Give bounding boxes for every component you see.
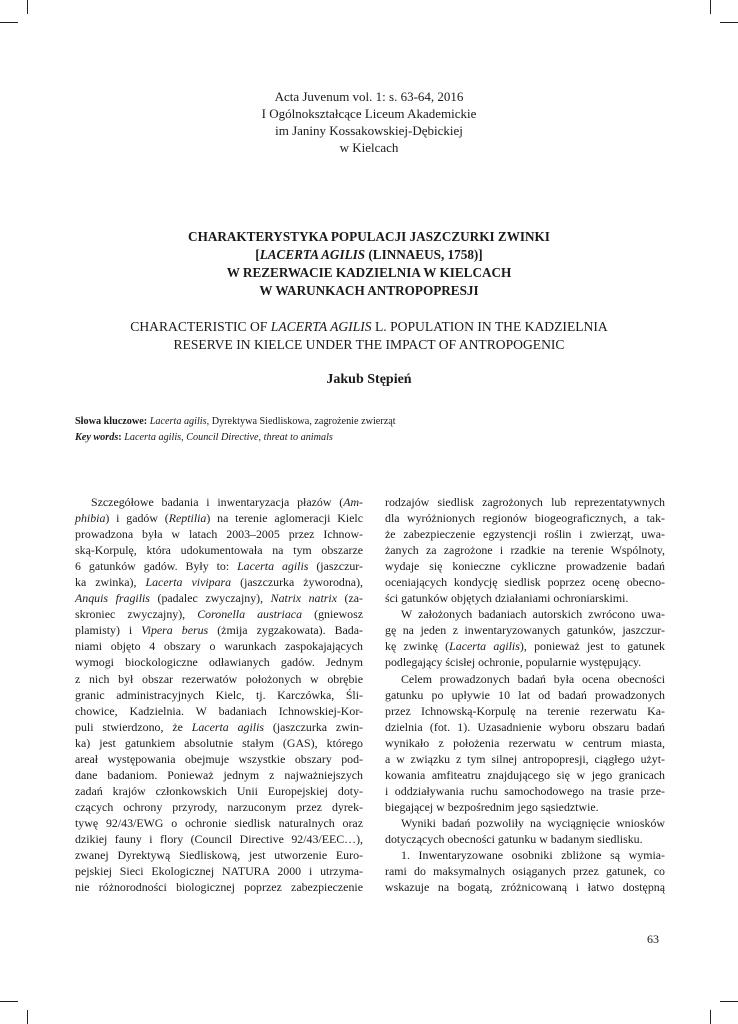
text-run: dzielnia (fot. 1). Uzasadnienie wyboru obszaru badań (385, 719, 665, 734)
text-line (385, 510, 665, 526)
text-run: ka) jest gatunkiem absolutnie stałym (GAS), którego (75, 735, 363, 750)
keyword-species: Lacerta agilis (149, 416, 207, 427)
text-line (75, 703, 363, 719)
text-line (75, 783, 363, 799)
text-run: chowice, Kadzielnia. W badaniach Ichnowskiej-Kor- (75, 703, 363, 718)
text-line (75, 815, 363, 831)
text-run: kę zwinkę ( (385, 639, 450, 654)
crop-mark (27, 0, 28, 14)
species-name: Vipera berus (141, 623, 209, 638)
text-run: ka zwinka), (75, 575, 146, 590)
keywords-label: Key words (75, 432, 119, 443)
text-run: areał występowania obejmuje wszystkie obszary pod- (75, 751, 363, 766)
text-run: (jaszczurka żyworodna), (231, 575, 364, 590)
text-line (385, 542, 665, 558)
text-line (385, 526, 665, 542)
school-name: I Ogólnokształcące Liceum Akademickie (261, 106, 477, 121)
text-run: (jaszczur- (308, 559, 363, 574)
title-text: CHARACTERISTIC OF (130, 319, 271, 334)
title-line (0, 318, 738, 336)
species-name: Anquis fragilis (75, 591, 150, 606)
text-line (75, 671, 363, 687)
text-line (385, 671, 665, 687)
journal-citation: Acta Juvenum vol. 1: s. 63-64, 2016 (274, 89, 464, 104)
text-run: kowania amfiteatru znajdującego się w jego granicach (385, 767, 665, 782)
text-run: dane badaniom. Ponieważ jednym z najważniejszych (75, 767, 363, 782)
keywords-label: Słowa kluczowe: (75, 416, 148, 427)
species-name: Am- (343, 495, 363, 509)
text-run: nie różnorodności biologicznej poprzez zabezpieczenie (75, 880, 363, 895)
text-run: ), ponieważ jest to gatunek (519, 639, 665, 654)
text-run: (jaszczurka zwin- (264, 719, 363, 734)
text-line (75, 526, 363, 542)
text-run: i oddziaływania ruchu samochodowego na trasie prze- (385, 783, 665, 798)
species-name: Lacerta vivipara (145, 575, 232, 590)
text-run: W założonych badaniach autorskich zwrócono uwa- (401, 607, 665, 622)
text-run: Wyniki badań pozwoliły na wyciągnięcie wniosków (401, 815, 665, 830)
species-name: Lacerta agilis (449, 639, 520, 654)
text-run: gatunku po upływie 10 lat od badań prowadzonych (385, 687, 665, 702)
keywords-colon: : (118, 432, 122, 443)
text-run: że zabezpieczenie egzystencji roślin i zwierząt, uwa- (385, 527, 665, 542)
crop-mark (710, 0, 711, 14)
text-line (75, 767, 363, 783)
text-line (75, 879, 363, 895)
species-name: Natrix natrix (270, 591, 337, 606)
title-polish (0, 228, 738, 300)
text-run: pejskiej Sieci Ekologicznej NATURA 2000 i utrzyma- (75, 864, 363, 879)
text-line (385, 767, 665, 783)
text-line (75, 687, 363, 703)
title-text: L. POPULATION IN THE KADZIELNIA (371, 319, 608, 334)
text-run: oceniających kondycję siedlisk poprzez ocenę obecno- (385, 575, 665, 590)
text-run: zwanej Dyrektywą Siedliskową, jest utworzenie Euro- (75, 848, 363, 863)
text-line (75, 574, 363, 590)
text-run: prowadzona była w latach 2003–2005 przez Ichnow- (75, 527, 363, 542)
text-line (75, 719, 363, 735)
text-run: Celem prowadzonych badań była ocena obecności (401, 671, 665, 686)
text-run: a w związku z tym silnej antropopresji, ciągłego użyt- (385, 751, 665, 766)
crop-mark (720, 22, 738, 23)
text-run: zadań krajów członkowskich Unii Europejskiej doty- (75, 783, 363, 798)
keywords-polish (75, 415, 675, 429)
text-line (75, 622, 363, 638)
text-run: dzikiej fauny i flory (Council Directive 92/43/EEC…), (75, 831, 363, 846)
title-species: LACERTA AGILIS (270, 319, 372, 334)
text-run: podlegający ścisłej ochronie, popularnie występujący. (385, 655, 642, 670)
text-line (75, 735, 363, 751)
text-line (385, 703, 665, 719)
title-bracket: [ (255, 247, 260, 262)
crop-mark (27, 1010, 28, 1024)
text-line (385, 558, 665, 574)
text-line (75, 751, 363, 767)
text-run: puli stwierdzono, że (75, 719, 192, 734)
text-run: plamisty) i (75, 623, 142, 638)
text-line (385, 783, 665, 799)
text-run: dotyczących obecności gatunku w badanym siedlisku. (385, 831, 643, 846)
text-line (385, 606, 665, 622)
text-run: granic administracyjnych Kielc, tj. Karczówka, Śli- (75, 687, 363, 702)
title-line: RESERVE IN KIELCE UNDER THE IMPACT OF ANTROPOGENIC (173, 337, 565, 352)
text-line (385, 751, 665, 767)
text-line (75, 654, 363, 670)
text-run: ską-Korpulę, która udokumentowała na tym obszarze (75, 543, 363, 558)
text-run: tywę 92/43/EWG o ochronie siedlisk naturalnych oraz (75, 815, 363, 830)
text-line (385, 831, 665, 847)
text-run: biegającej w bezpośrednim jego sąsiedztwie. (385, 799, 599, 814)
text-run: gę na jeden z inwentaryzowanych gatunków, jaszczur- (385, 623, 665, 638)
text-run: żanych za zagrożone i rzadkie na terenie Wspólnoty, (385, 543, 665, 558)
school-patron: im Janiny Kossakowskiej-Dębickiej (275, 123, 463, 138)
text-line (385, 654, 665, 670)
text-run: rami do maksymalnych osiąganych przez gatunek, co (385, 864, 665, 879)
text-run: (padalec zwyczajny), (149, 591, 271, 606)
text-run: (gniewosz (302, 607, 363, 622)
species-name: Lacerta agilis (237, 559, 309, 574)
text-run: Szczegółowe badania i inwentaryzacja płazów ( (91, 495, 344, 509)
text-run: ści gatunków objętych działaniami ochroniarskimi. (385, 591, 629, 606)
text-line (385, 735, 665, 751)
text-run: przez Ichnowską-Korpulę na terenie rezerwatu Ka- (385, 703, 665, 718)
keywords-text: Lacerta agilis, Council Directive, threat to animals (121, 432, 333, 443)
text-run: 1. Inwentaryzowane osobniki zbliżone są wymia- (401, 848, 665, 863)
text-line (385, 574, 665, 590)
text-line (75, 606, 363, 622)
body-column-left (75, 494, 363, 895)
text-line (385, 799, 665, 815)
text-run: (za- (336, 591, 364, 606)
author-name: Jakub Stępień (326, 372, 412, 387)
text-line (75, 494, 363, 510)
species-name: Coronella austriaca (197, 607, 303, 622)
title-authority: (LINNAEUS, 1758)] (365, 247, 483, 262)
text-run: ) na terenie aglomeracji Kielc (206, 511, 364, 526)
text-run: wydaje się konieczne cykliczne prowadzenie badań (385, 559, 665, 574)
journal-header (0, 88, 738, 156)
crop-mark (710, 1010, 711, 1024)
keywords-english (75, 431, 675, 445)
keywords-text: , Dyrektywa Siedliskowa, zagrożenie zwierząt (206, 416, 396, 427)
text-run: dla wyróżnionych regionów biogeograficznych, a tak- (385, 511, 665, 526)
text-run: skroniec zwyczajny), (75, 607, 198, 622)
title-english (0, 318, 738, 354)
body-column-right (385, 494, 665, 895)
page-number: 63 (647, 932, 659, 946)
text-line (385, 590, 665, 606)
text-run: ) i gadów ( (105, 511, 169, 526)
title-line: CHARAKTERYSTYKA POPULACJI JASZCZURKI ZWINKI (188, 229, 550, 244)
text-line (385, 622, 665, 638)
text-run: wynikało z położenia rezerwatu w centrum miasta, (385, 735, 665, 750)
text-run: czących ochrony przyrody, narzuconym przez dyrek- (75, 799, 363, 814)
text-line (385, 494, 665, 510)
text-run: 6 gatunków gadów. Były to: (75, 559, 238, 574)
text-line (75, 863, 363, 879)
title-line: W REZERWACIE KADZIELNIA W KIELCACH (226, 265, 512, 280)
text-line (385, 815, 665, 831)
text-run: (żmija zygzakowata). Bada- (208, 623, 363, 638)
title-line: W WARUNKACH ANTROPOPRESJI (259, 283, 479, 298)
text-run: z nich był obszar rezerwatów położonych w obrębie (75, 671, 363, 686)
title-line (0, 246, 738, 264)
text-line (75, 831, 363, 847)
text-line (75, 542, 363, 558)
school-city: w Kielcach (339, 140, 399, 155)
species-name: Lacerta agilis (191, 719, 265, 734)
text-line (75, 847, 363, 863)
species-name: Reptilia (168, 511, 207, 526)
text-line (75, 638, 363, 654)
text-run: wymogi biockologiczne odławianych gadów. Jednym (75, 655, 363, 670)
text-line (385, 719, 665, 735)
text-line (75, 590, 363, 606)
text-run: niami objęto 4 obszary o warunkach zaspokajających (75, 639, 363, 654)
text-line (75, 510, 363, 526)
text-run: wskazuje na bogatą, zróżnicowaną i łatwo dostępną (385, 880, 665, 895)
text-line (385, 687, 665, 703)
crop-mark (720, 1001, 738, 1002)
text-run: rodzajów siedlisk zagrożonych lub reprezentatywnych (385, 495, 665, 509)
crop-mark (0, 1001, 18, 1002)
species-name: phibia (75, 511, 106, 526)
text-line (385, 638, 665, 654)
text-line (385, 863, 665, 879)
text-line (75, 558, 363, 574)
title-species: LACERTA AGILIS (259, 247, 366, 262)
crop-mark (0, 22, 18, 23)
text-line (75, 799, 363, 815)
text-line (385, 879, 665, 895)
text-line (385, 847, 665, 863)
